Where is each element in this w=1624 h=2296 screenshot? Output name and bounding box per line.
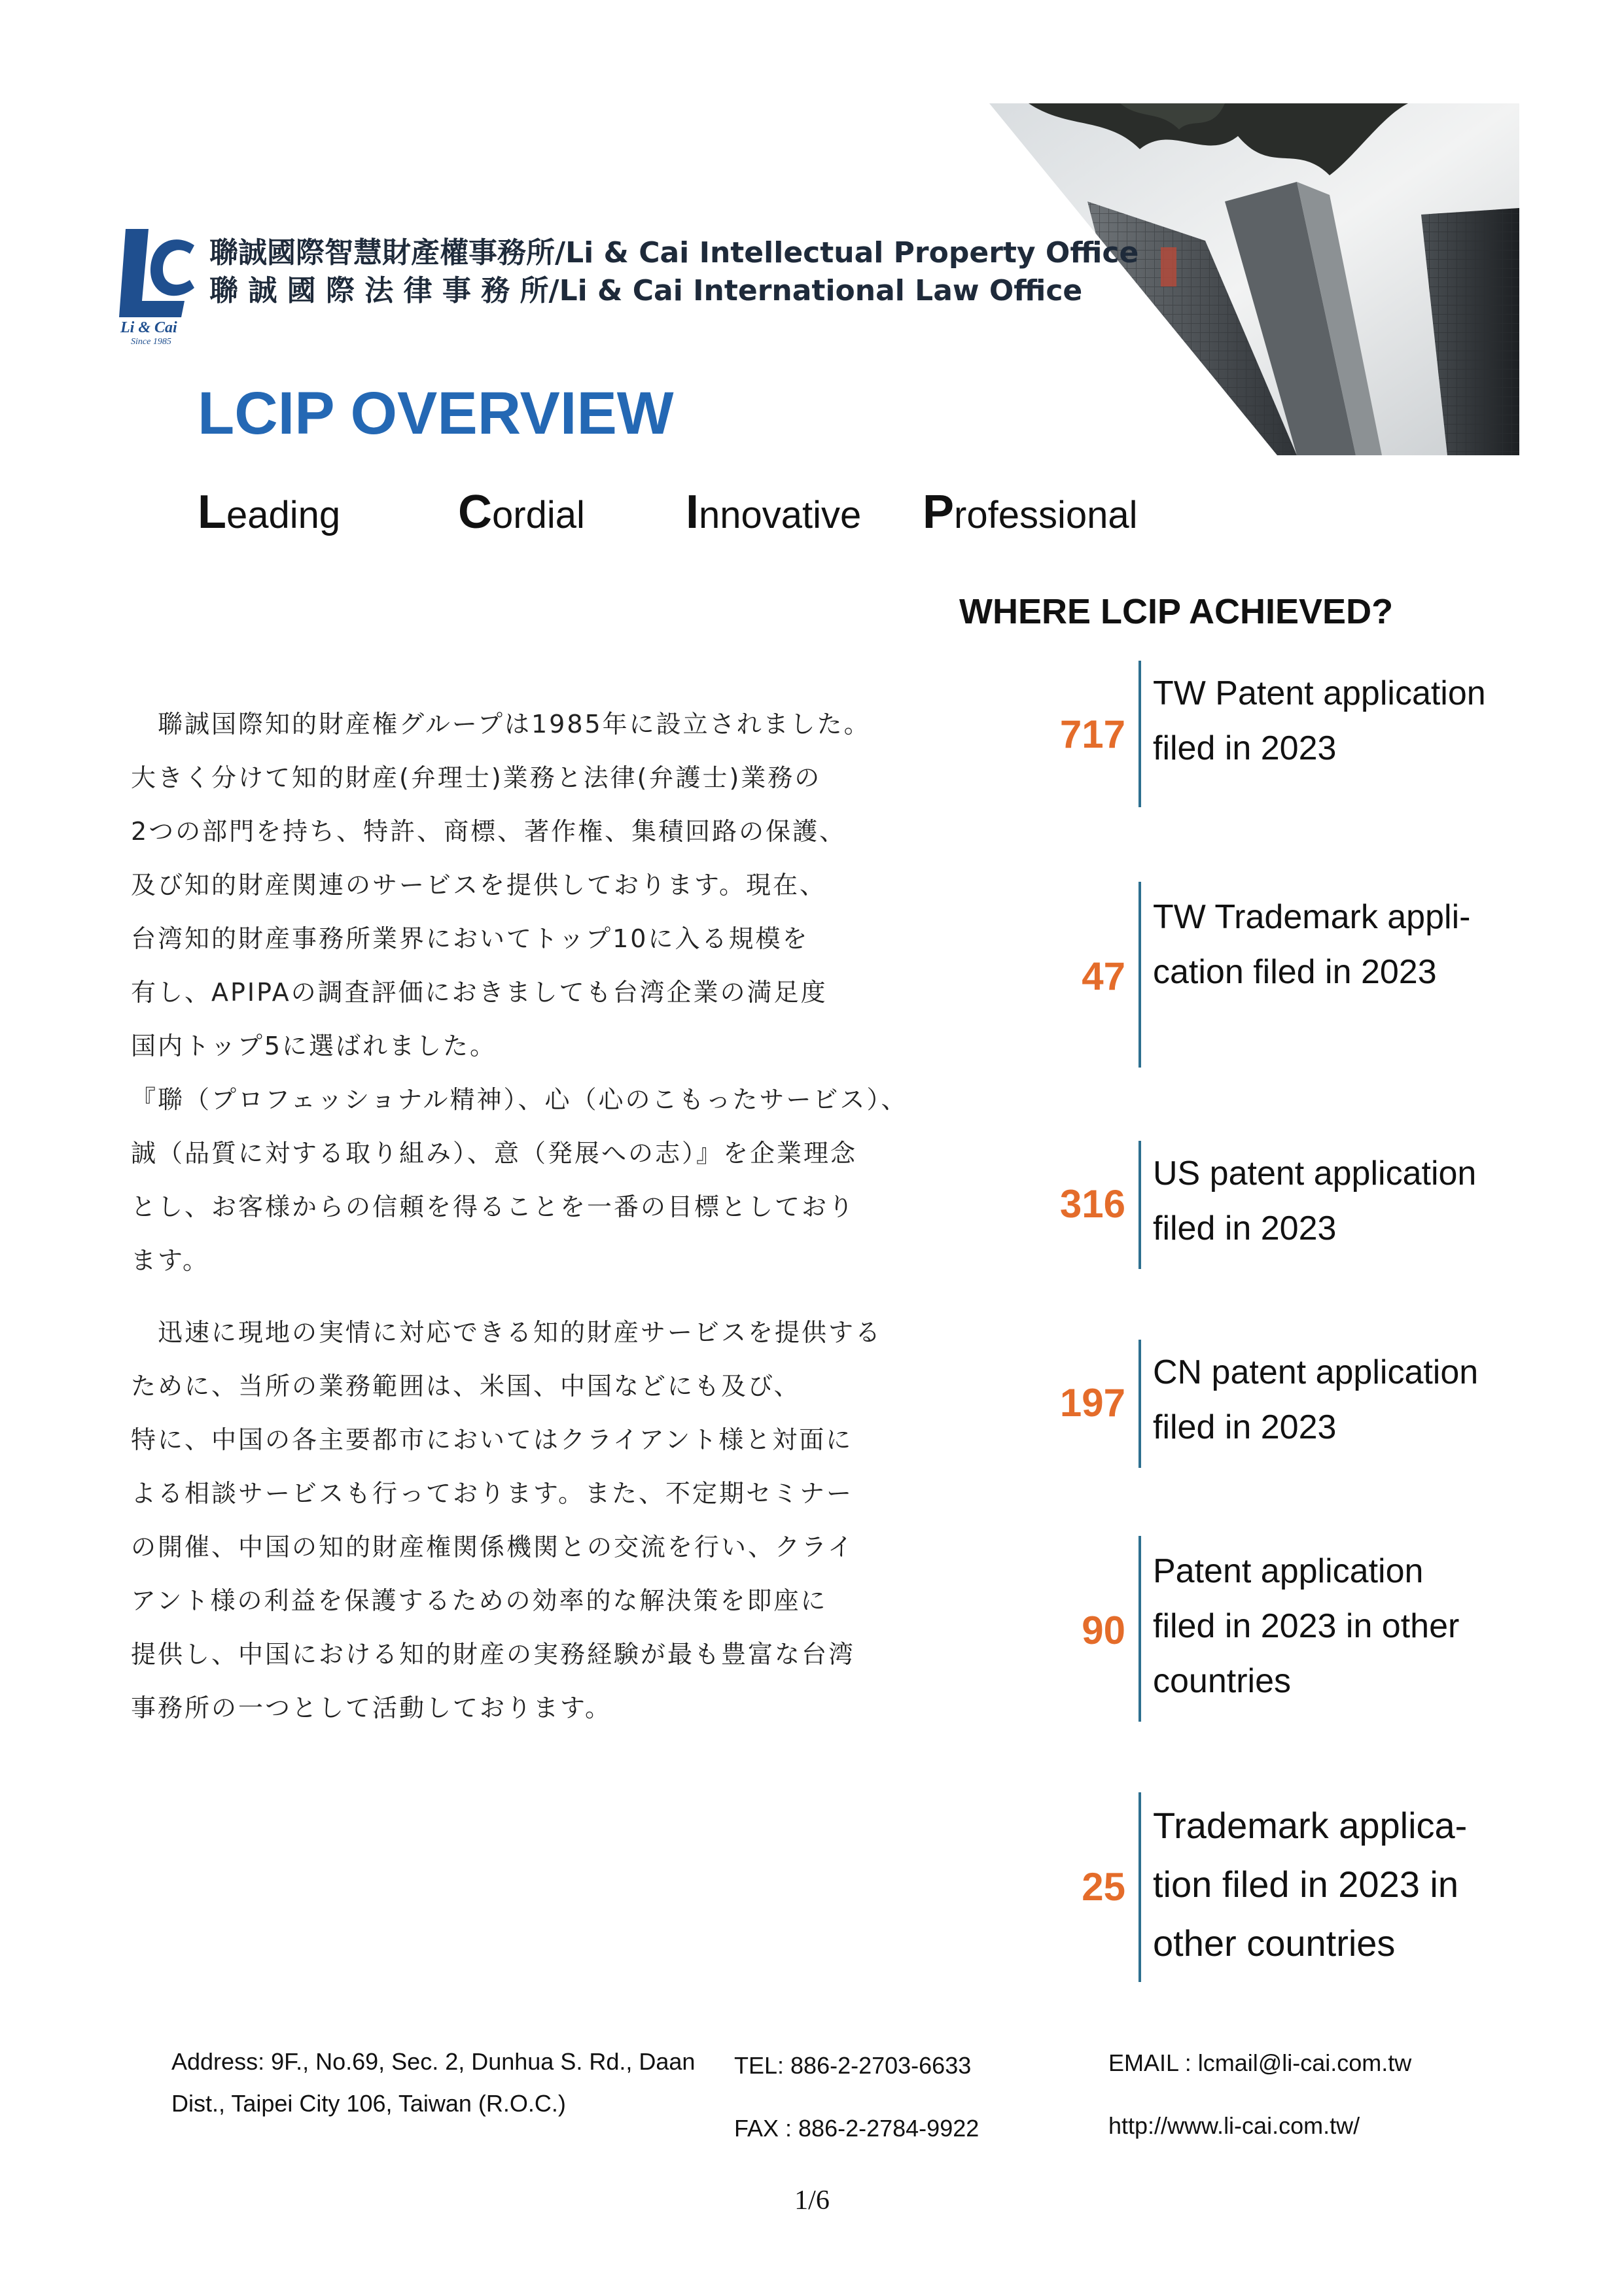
stat-value: 90 [1082,1609,1125,1652]
text-line: よる相談サービスも行っております。また、不定期セミナー [131,1479,853,1508]
text-line: 国内トップ5に選ばれました。 [131,1032,497,1060]
logo-text: Li & Cai [120,319,177,336]
stat-divider [1139,882,1141,1068]
text-line: 及び知的財産関連のサービスを提供しております。現在、 [131,871,826,899]
firm-names [209,234,1139,310]
logo-since: Since 1985 [131,337,171,347]
intro-paragraph-1 [131,697,942,1287]
text-line: 大きく分けて知的財産(弁理士)業務と法律(弁護士)業務の [131,763,822,792]
footer-online [1108,2032,1411,2157]
stat-value: 25 [1082,1865,1125,1909]
stat-label: US patent application filed in 2023 [1153,1155,1477,1247]
text-line: 事務所の一つとして活動しております。 [131,1694,612,1722]
text-line: 『聯（プロフェッショナル精神）、心（心のこもったサービス）、 [131,1085,908,1114]
text-line: 提供し、中国における知的財産の実務経験が最も豊富な台湾 [131,1640,856,1669]
page-number: 1/6 [794,2185,830,2216]
firm-ip-name: 聯誠國際智慧財產權事務所/Li & Cai Intellectual Property Office [209,236,1139,270]
footer-contact [734,2034,979,2160]
motto-innovative: Innovative [686,486,862,538]
stat-label: Patent application filed in 2023 in other countries [1153,1552,1460,1700]
text-line: 迅速に現地の実情に対応できる知的財産サービスを提供する [131,1318,883,1347]
motto-cordial: Cordial [458,486,585,538]
achievements-title: WHERE LCIP ACHIEVED? [959,592,1394,631]
stat-divider [1139,1340,1141,1468]
stat-label: CN patent application filed in 2023 [1153,1353,1479,1446]
text-line: 有し、APIPAの調査評価におきましても台湾企業の満足度 [131,978,828,1007]
website-link[interactable]: http://www.li-cai.com.tw/ [1108,2112,1360,2139]
address-line-1: Address: 9F., No.69, Sec. 2, Dunhua S. Rd., Daan [171,2048,696,2075]
stat-divider [1139,1792,1141,1982]
text-line: ます。 [131,1246,209,1275]
text-line: 2つの部門を持ち、特許、商標、著作権、集積回路の保護、 [131,817,847,846]
text-line: とし、お客様からの信頼を得ることを一番の目標としており [131,1192,856,1221]
text-line: の開催、中国の知的財産権関係機関との交流を行い、クライ [131,1533,855,1561]
text-line: 誠（品質に対する取り組み）、意（発展への志）』を企業理念 [131,1139,858,1168]
stat-label: Trademark applica- tion filed in 2023 in other countries [1153,1805,1468,1964]
intro-paragraph-2 [131,1306,942,1735]
text-line: 特に、中国の各主要都市においてはクライアント様と対面に [131,1425,853,1454]
stat-value: 197 [1059,1381,1125,1425]
fax-number: FAX : 886-2-2784-9922 [734,2115,980,2142]
motto-leading: Leading [198,486,341,538]
motto-row [0,485,1374,544]
stat-divider [1139,1536,1141,1722]
text-line: ために、当所の業務範囲は、米国、中国などにも及び、 [131,1372,801,1400]
stat-divider [1139,661,1141,807]
lc-logo [113,222,204,347]
email-link[interactable]: EMAIL : lcmail@li-cai.com.tw [1108,2049,1412,2076]
stat-value: 316 [1059,1182,1125,1226]
stat-value: 717 [1059,712,1125,756]
text-line: アント様の利益を保護するための効率的な解決策を即座に [131,1586,828,1615]
text-line: 聯誠国際知的財産権グループは1985年に設立されました。 [131,710,871,739]
tel-number: TEL: 886-2-2703-6633 [734,2052,972,2079]
footer-address [171,2041,695,2125]
firm-law-name: 聯 誠 國 際 法 律 事 務 所/Li & Cai International Law Office [209,274,1083,307]
page-title: LCIP OVERVIEW [198,380,674,447]
text-line: 台湾知的財産事務所業界においてトップ10に入る規模を [131,924,809,953]
stat-divider [1139,1141,1141,1269]
stat-label: TW Patent application filed in 2023 [1153,674,1486,767]
stat-value: 47 [1082,954,1125,998]
address-line-2: Dist., Taipei City 106, Taiwan (R.O.C.) [171,2090,566,2117]
stat-label: TW Trademark appli- cation filed in 2023 [1153,898,1471,991]
motto-professional: Professional [923,486,1138,538]
